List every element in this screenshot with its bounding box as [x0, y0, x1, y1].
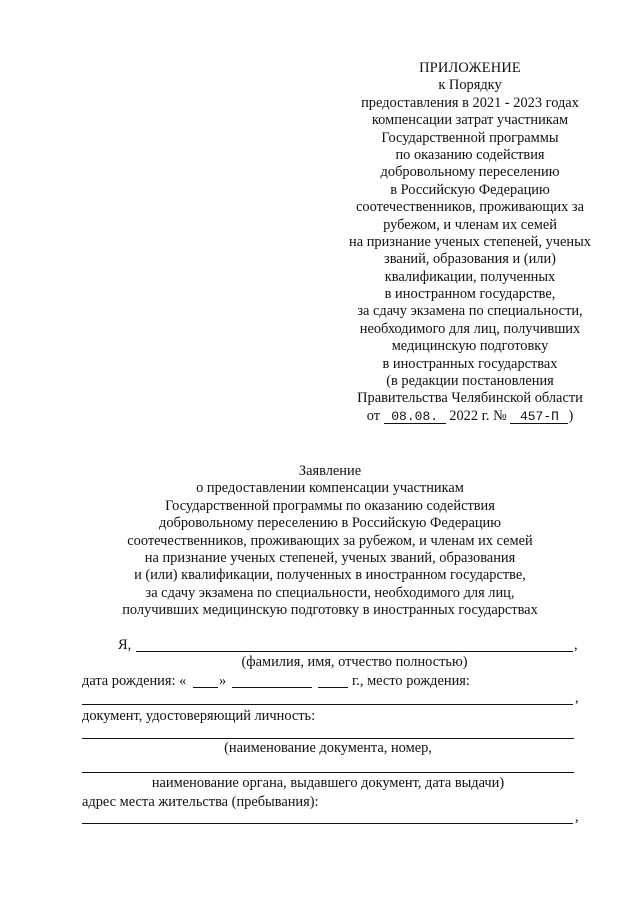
- comma: ,: [575, 690, 579, 706]
- decree-number: 457-П: [510, 410, 568, 424]
- application-heading: Заявление: [298, 463, 362, 479]
- address-field[interactable]: [82, 823, 573, 824]
- appendix-line: компенсации затрат участникам: [371, 112, 569, 129]
- appendix-line: соотечественников, проживающих за: [356, 199, 584, 216]
- appendix-line: (в редакции постановления: [386, 373, 554, 390]
- ya-label: Я,: [118, 637, 132, 653]
- appendix-line: в Российскую Федерацию: [390, 181, 550, 198]
- appendix-line: медицинскую подготовку: [391, 338, 549, 355]
- appendix-line: предоставления в 2021 - 2023 годах: [361, 94, 579, 111]
- title-line: Государственной программы по оказанию содействия: [165, 497, 495, 514]
- document-name-hint: (наименование документа, номер,: [224, 740, 432, 756]
- decree-date: 08.08.: [384, 410, 446, 424]
- dob-label: дата рождения: «: [82, 673, 187, 689]
- decree-reference: [326, 408, 614, 425]
- dob-month-field[interactable]: [232, 687, 312, 688]
- appendix-line: за сдачу экзамена по специальности,: [357, 303, 583, 320]
- appendix-block: [326, 60, 614, 425]
- appendix-line: званий, образования и (или): [384, 251, 556, 268]
- ref-year: 2022 г. №: [449, 407, 507, 424]
- dob-year-field[interactable]: [318, 687, 348, 688]
- appendix-line: рубежом, и членам их семей: [383, 216, 557, 233]
- title-line: о предоставлении компенсации участникам: [196, 480, 464, 497]
- title-line: получивших медицинскую подготовку в иностранных государствах: [122, 602, 538, 619]
- appendix-line: в иностранных государствах: [382, 355, 558, 372]
- dob-close: »: [219, 673, 227, 689]
- appendix-line: Правительства Челябинской области: [357, 390, 583, 407]
- address-label: адрес места жительства (пребывания):: [82, 794, 319, 810]
- issuer-field[interactable]: [82, 772, 574, 773]
- ref-prefix: от: [366, 407, 381, 424]
- dob-year-suffix: г., место рождения:: [352, 673, 470, 689]
- appendix-line: в иностранном государстве,: [384, 286, 556, 303]
- dob-day-field[interactable]: [193, 687, 218, 688]
- comma: ,: [574, 637, 578, 653]
- appendix-line: на признание ученых степеней, ученых: [349, 233, 591, 250]
- appendix-line: Государственной программы: [381, 129, 559, 146]
- title-line: и (или) квалификации, полученных в иностранном государстве,: [134, 567, 526, 584]
- appendix-heading: ПРИЛОЖЕНИЕ: [419, 60, 521, 76]
- id-document-field[interactable]: [82, 738, 574, 739]
- title-line: соотечественников, проживающих за рубежом, и членам их семей: [127, 532, 533, 549]
- birthplace-field[interactable]: [82, 704, 573, 705]
- comma: ,: [575, 809, 579, 825]
- full-name-field[interactable]: [136, 651, 573, 652]
- application-title-block: [60, 463, 600, 620]
- title-line: на признание ученых степеней, ученых званий, образования: [144, 549, 516, 566]
- appendix-line: по оказанию содействия: [395, 146, 545, 163]
- ref-close: ): [568, 407, 574, 424]
- id-document-label: документ, удостоверяющий личность:: [82, 708, 316, 724]
- title-line: добровольному переселению в Российскую Федерацию: [159, 515, 501, 532]
- title-line: за сдачу экзамена по специальности, необходимого для лиц,: [145, 584, 515, 601]
- appendix-line: квалификации, полученных: [384, 268, 556, 285]
- appendix-line: необходимого для лиц, получивших: [359, 320, 581, 337]
- issuer-hint: наименование органа, выдавшего документ, дата выдачи): [151, 775, 505, 791]
- full-name-hint: (фамилия, имя, отчество полностью): [241, 654, 468, 670]
- appendix-line: к Порядку: [438, 77, 502, 94]
- appendix-line: добровольному переселению: [380, 164, 560, 181]
